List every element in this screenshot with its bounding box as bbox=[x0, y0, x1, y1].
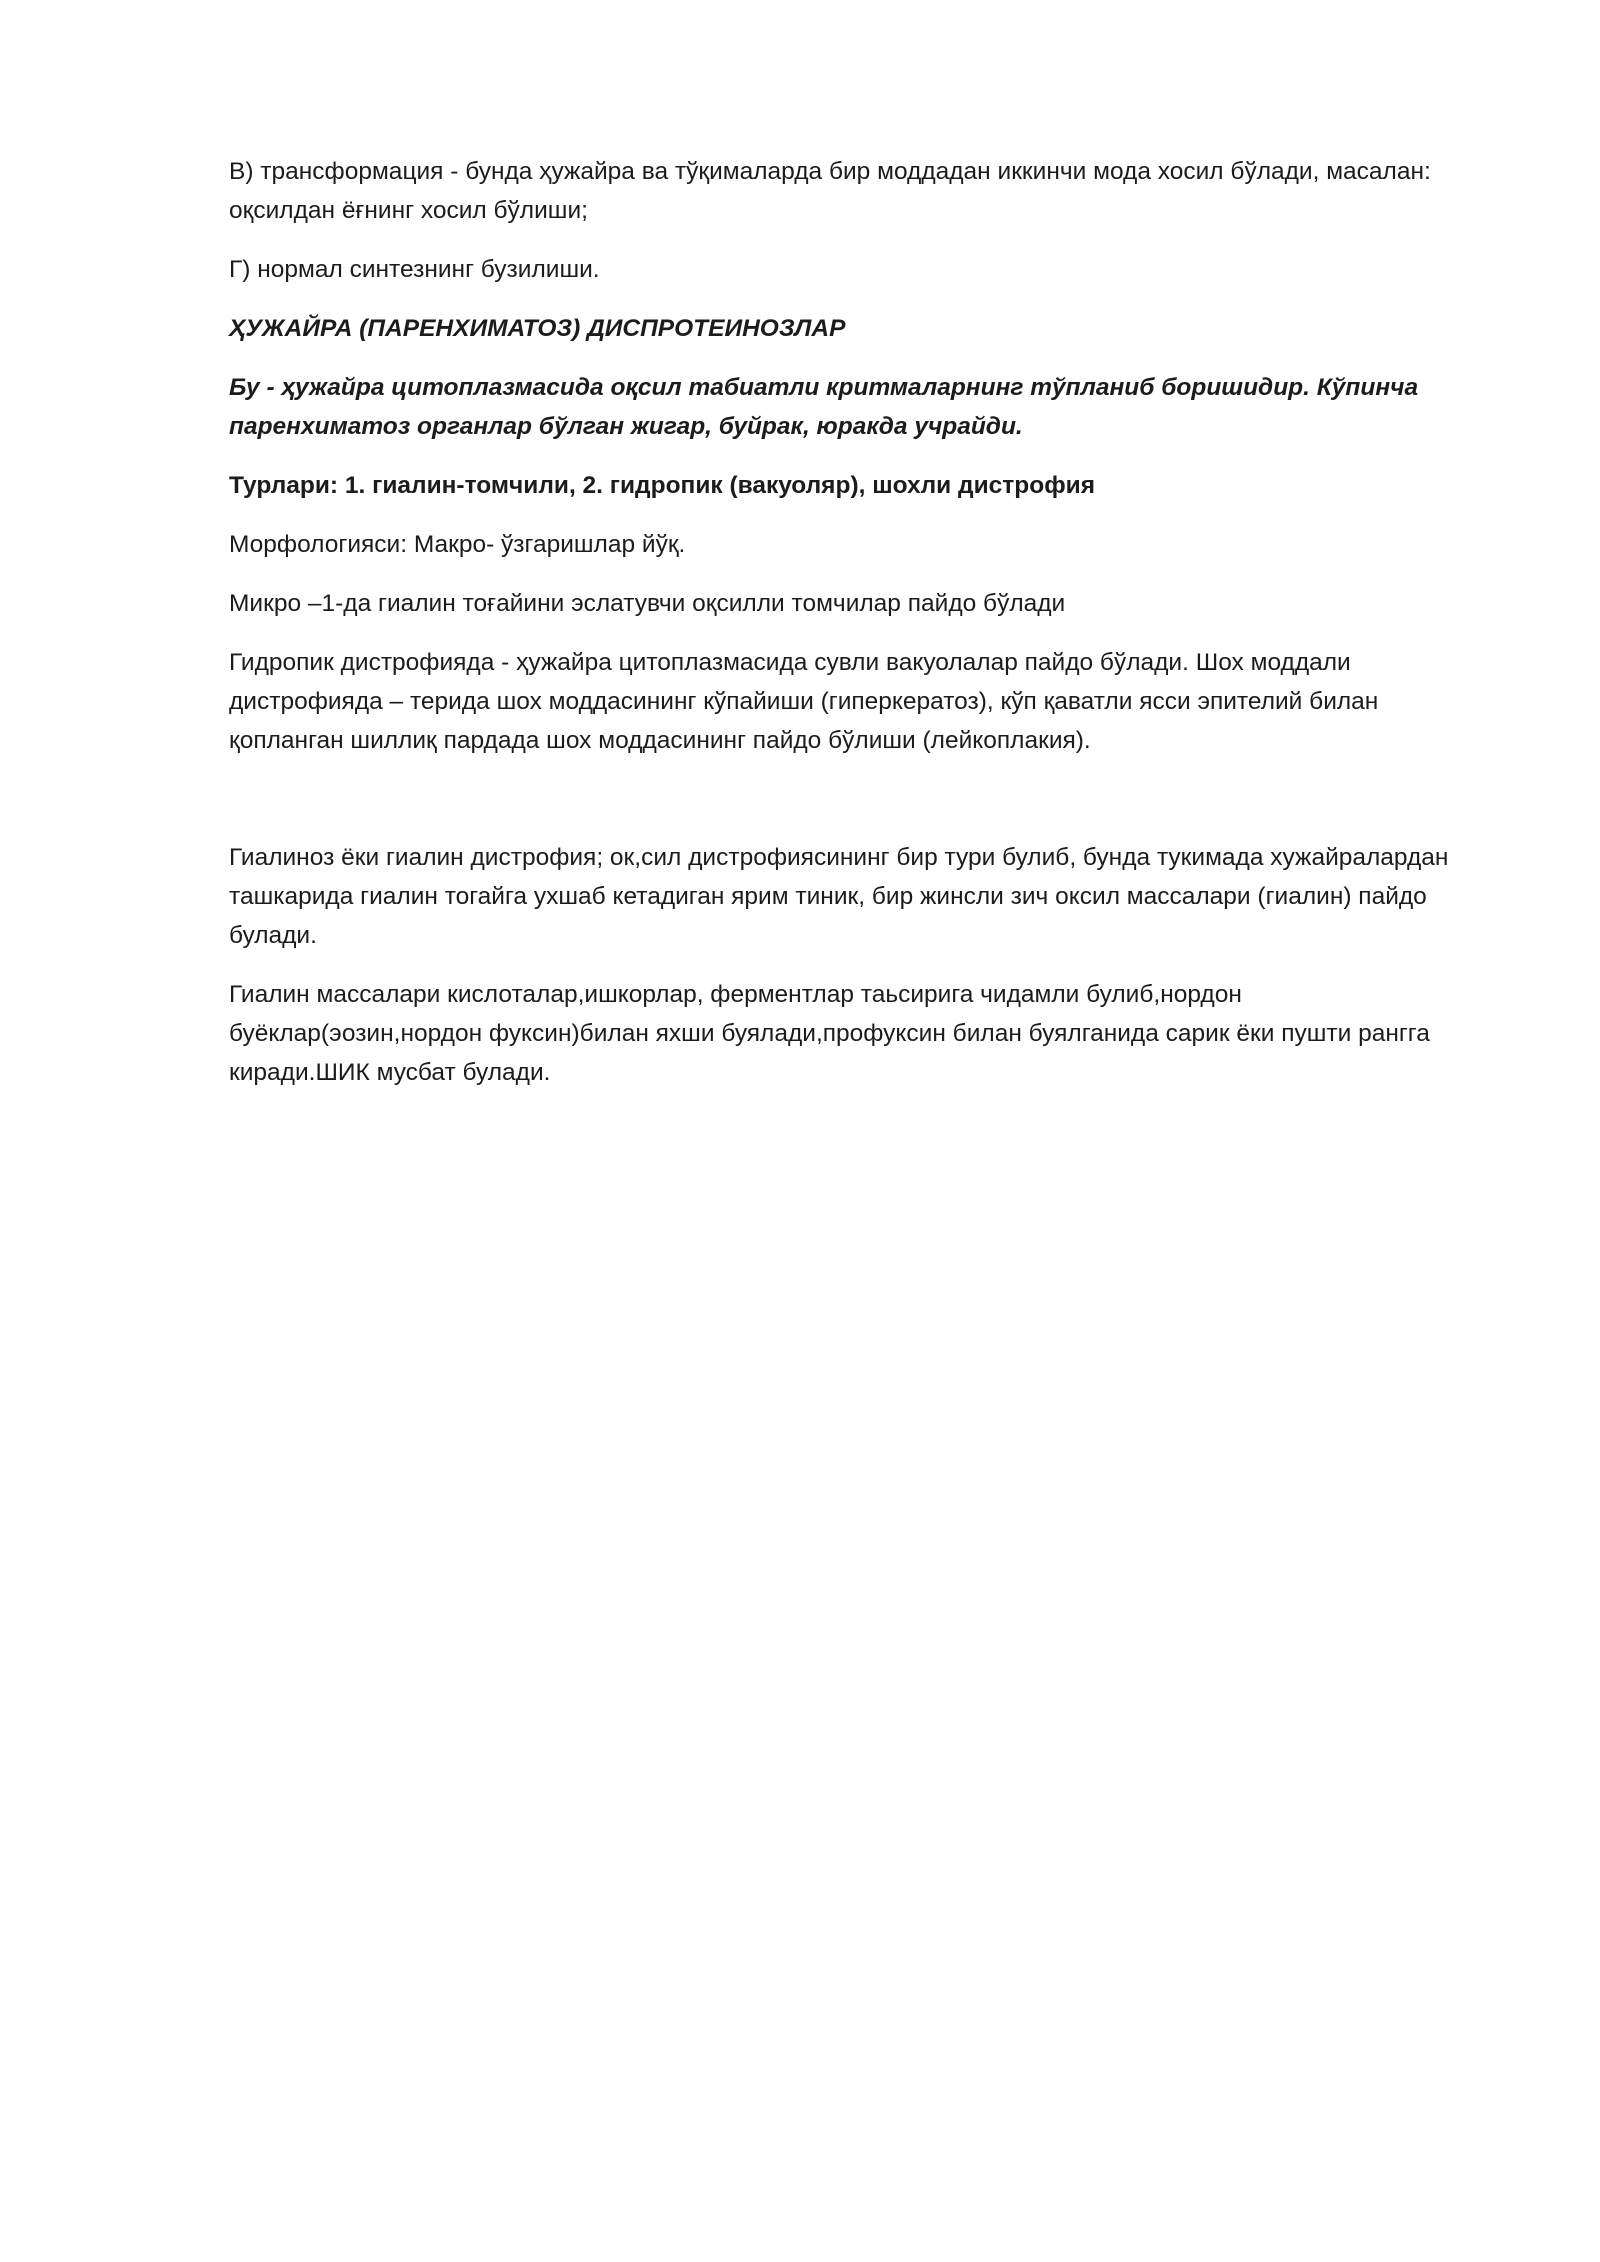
paragraph-transformation: В) трансформация - бунда ҳужайра ва тўқималарда бир моддадан иккинчи мода хосил бўлади, масалан: оқсилдан ёғнинг хосил бўлиши; bbox=[229, 158, 1431, 224]
paragraph-hyalinosis: Гиалиноз ёки гиалин дистрофия; ок,сил дистрофиясининг бир тури булиб, бунда тукимада хужайралардан ташкарида гиалин тогайга ухшаб кетадиган ярим тиник, бир жинсли зич оксил массалари (гиалин) пайдо булади. bbox=[229, 844, 1449, 949]
types-list: Турлари: 1. гиалин-томчили, 2. гидропик (вакуоляр), шохли дистрофия bbox=[229, 472, 1096, 499]
paragraph-micro: Микро –1-да гиалин тоғайини эслатувчи оқсилли томчилар пайдо бўлади bbox=[229, 590, 1066, 617]
blank-line bbox=[229, 780, 1480, 838]
paragraph-morphology: Морфологияси: Макро- ўзгаришлар йўқ. bbox=[229, 531, 686, 558]
paragraph-hydropic: Гидропик дистрофияда - ҳужайра цитоплазмасида сувли вакуолалар пайдо бўлади. Шох моддали дистрофияда – терида шох моддасининг кўпайиши (гиперкератоз), кўп қаватли ясси эпителий билан қопланган шиллиқ пардада шох моддасининг пайдо бўлиши (лейкоплакия). bbox=[229, 649, 1379, 754]
paragraph-hyalin-masses: Гиалин массалари кислоталар,ишкорлар, ферментлар таьсирига чидамли булиб,нордон буёклар(эозин,нордон фуксин)билан яхши буялади,профуксин билан буялганида сарик ёки пушти рангга киради.ШИК мусбат булади. bbox=[229, 981, 1430, 1086]
paragraph-normal-synthesis: Г) нормал синтезнинг бузилиши. bbox=[229, 256, 600, 283]
section-definition: Бу - ҳужайра цитоплазмасида оқсил табиатли критмаларнинг тўпланиб боришидир. Кўпинча паренхиматоз органлар бўлган жигар, буйрак, юракда учрайди. bbox=[229, 374, 1419, 440]
section-heading: ҲУЖАЙРА (ПАРЕНХИМАТОЗ) ДИСПРОТЕИНОЗЛАР bbox=[229, 315, 846, 342]
